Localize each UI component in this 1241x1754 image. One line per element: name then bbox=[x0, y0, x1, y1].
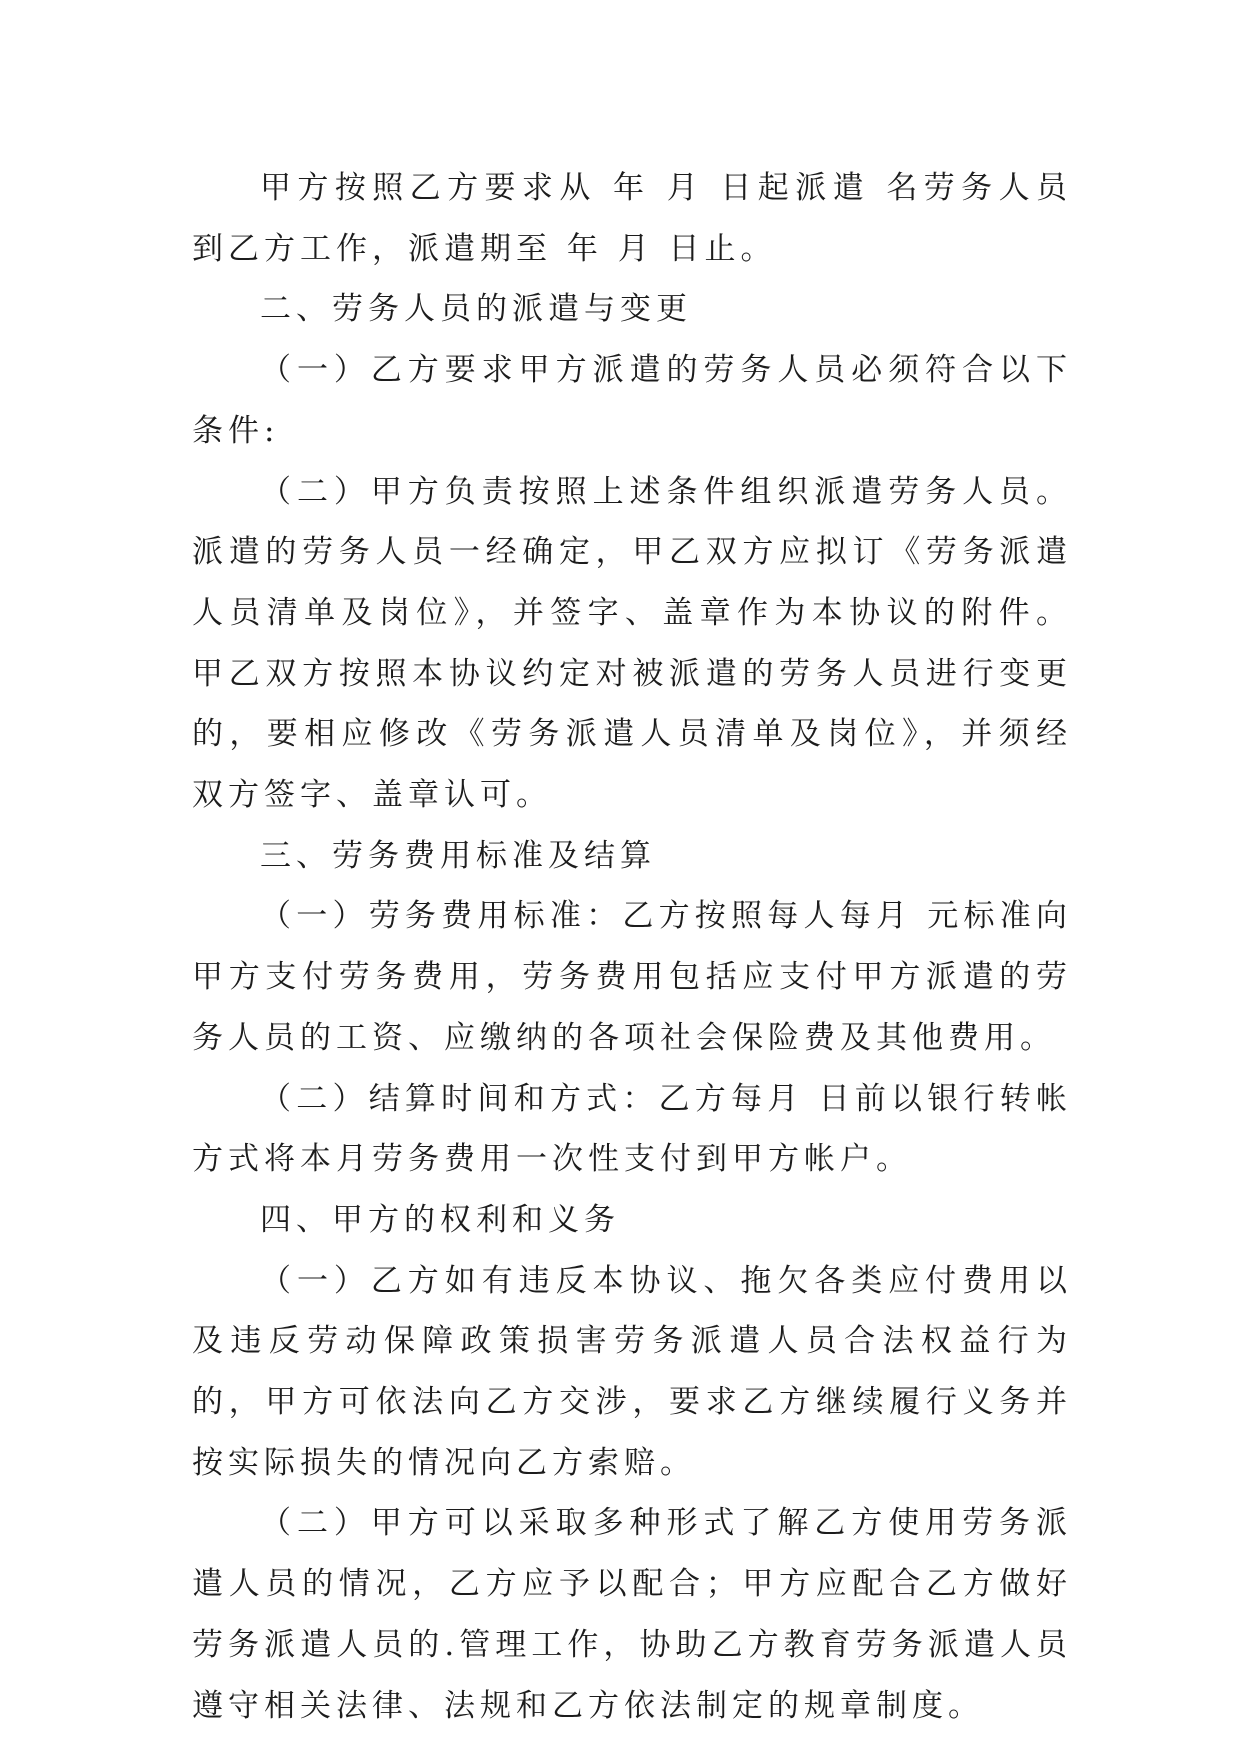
paragraph-personnel-list: （二）甲方负责按照上述条件组织派遣劳务人员。派遣的劳务人员一经确定，甲乙双方应拟订《劳务派遣人员清单及岗位》，并签字、盖章作为本协议的附件。甲乙双方按照本协议约定对被派遣的劳务人员进行变更的，要相应修改《劳务派遣人员清单及岗位》，并须经双方签字、盖章认可。 bbox=[192, 473, 1072, 814]
document-body bbox=[192, 158, 1072, 1736]
paragraph-party-a-management: （二）甲方可以采取多种形式了解乙方使用劳务派遣人员的情况，乙方应予以配合；甲方应配合乙方做好劳务派遣人员的.管理工作，协助乙方教育劳务派遣人员遵守相关法律、法规和乙方依法制定的规章制度。 bbox=[192, 1505, 1072, 1724]
heading-party-a-rights: 四、甲方的权利和义务 bbox=[260, 1201, 620, 1238]
heading-fee-standard: 三、劳务费用标准及结算 bbox=[260, 837, 656, 874]
paragraph-party-a-claims: （一）乙方如有违反本协议、拖欠各类应付费用以及违反劳动保障政策损害劳务派遣人员合法权益行为的，甲方可依法向乙方交涉，要求乙方继续履行义务并按实际损失的情况向乙方索赔。 bbox=[192, 1262, 1072, 1481]
paragraph-requirements: （一）乙方要求甲方派遣的劳务人员必须符合以下条件: bbox=[192, 352, 1072, 449]
paragraph-settlement: （二）结算时间和方式：乙方每月 日前以银行转帐方式将本月劳务费用一次性支付到甲方帐户。 bbox=[192, 1080, 1072, 1178]
heading-dispatch-and-change: 二、劳务人员的派遣与变更 bbox=[260, 291, 692, 328]
paragraph-dispatch-period: 甲方按照乙方要求从 年 月 日起派遣 名劳务人员到乙方工作，派遣期至 年 月 日止。 bbox=[192, 170, 1072, 267]
paragraph-fee-standard: （一）劳务费用标准：乙方按照每人每月 元标准向甲方支付劳务费用，劳务费用包括应支付甲方派遣的劳务人员的工资、应缴纳的各项社会保险费及其他费用。 bbox=[192, 898, 1072, 1056]
